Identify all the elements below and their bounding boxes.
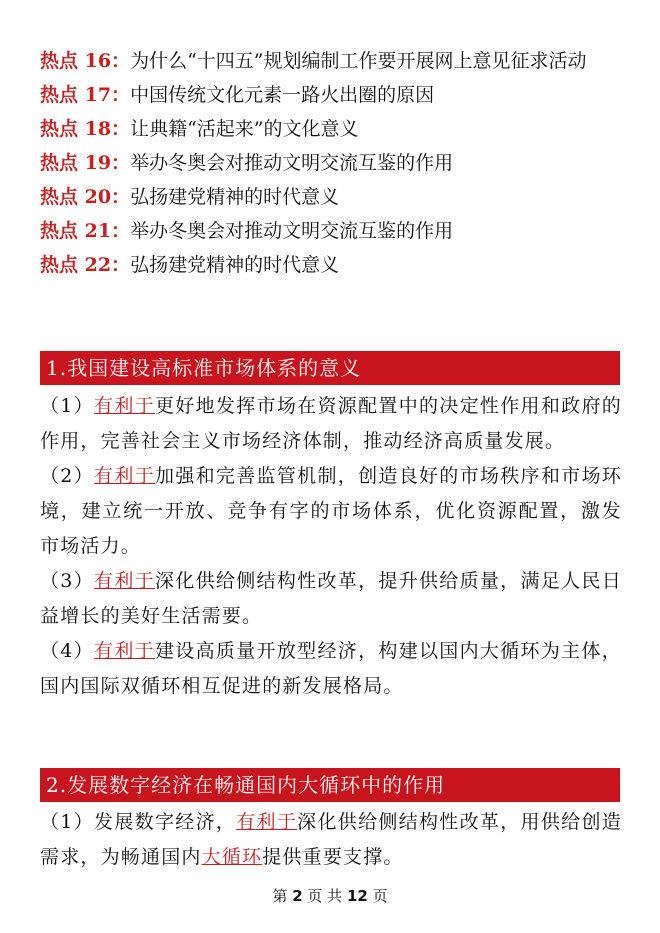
item-number: （2） [40, 465, 95, 487]
paragraph [40, 459, 622, 564]
hotspot-item [40, 44, 630, 78]
footer-text: 页 [367, 887, 388, 905]
hotspot-text: 弘扬建党精神的时代意义 [130, 186, 340, 208]
section-2-body [40, 805, 622, 875]
hotspot-text: 弘扬建党精神的时代意义 [130, 254, 340, 276]
hotspot-item [40, 214, 630, 248]
paragraph [40, 564, 622, 634]
hotspot-text: 让典籍“活起来”的文化意义 [130, 118, 359, 140]
item-number: （4） [40, 640, 95, 662]
hotspot-item [40, 146, 630, 180]
total-pages: 12 [346, 887, 368, 905]
page-footer [0, 885, 660, 906]
hotspot-tag: 热点 22： [40, 254, 131, 276]
hotspot-tag: 热点 16： [40, 50, 131, 72]
footer-text: 第 [272, 887, 293, 905]
hotspot-tag: 热点 17： [40, 84, 131, 106]
hotspot-tag: 热点 20： [40, 186, 131, 208]
paragraph-text: 建设高质量开放型经济，构建以国内大循环为主体，国内国际双循环相互促进的新发展格局。 [40, 640, 622, 697]
section-2-heading: 2.发展数字经济在畅通国内大循环中的作用 [40, 768, 620, 802]
paragraph-text: 加强和完善监管机制，创造良好的市场秩序和市场环境，建立统一开放、竞争有字的市场体系，优化资源配置，激发市场活力。 [40, 465, 622, 557]
hotspot-tag: 热点 21： [40, 220, 131, 242]
hotspot-item [40, 180, 630, 214]
highlight-phrase: 大循环 [201, 846, 263, 868]
hotspot-text: 为什么“十四五”规划编制工作要开展网上意见征求活动 [130, 50, 587, 72]
hotspot-item [40, 78, 630, 112]
hotspot-list [40, 44, 630, 282]
current-page-number: 2 [292, 887, 303, 905]
hotspot-tag: 热点 19： [40, 152, 131, 174]
paragraph-text: 发展数字经济， [94, 811, 237, 833]
hotspot-item [40, 248, 630, 282]
paragraph [40, 634, 622, 704]
hotspot-item [40, 112, 630, 146]
highlight-phrase: 有利于 [236, 811, 298, 833]
item-number: （1） [40, 811, 95, 833]
footer-text: 页 共 [302, 887, 347, 905]
paragraph-text: 更好地发挥市场在资源配置中的决定性作用和政府的作用，完善社会主义市场经济体制，推动经济高质量发展。 [40, 395, 622, 452]
paragraph [40, 389, 622, 459]
item-number: （3） [40, 570, 95, 592]
section-1-heading: 1.我国建设高标准市场体系的意义 [40, 351, 620, 385]
highlight-phrase: 有利于 [94, 570, 155, 592]
hotspot-text: 中国传统文化元素一路火出圈的原因 [130, 84, 435, 106]
paragraph-text: 深化供给侧结构性改革，用供给创造需求，为畅通国内 [40, 811, 622, 868]
highlight-phrase: 有利于 [94, 465, 155, 487]
section-1-body [40, 389, 622, 704]
hotspot-text: 举办冬奥会对推动文明交流互鉴的作用 [130, 220, 454, 242]
paragraph-text: 提供重要支撑。 [262, 846, 404, 868]
paragraph [40, 805, 622, 875]
paragraph-text: 深化供给侧结构性改革，提升供给质量，满足人民日益增长的美好生活需要。 [40, 570, 622, 627]
hotspot-text: 举办冬奥会对推动文明交流互鉴的作用 [130, 152, 454, 174]
item-number: （1） [40, 395, 95, 417]
highlight-phrase: 有利于 [94, 640, 155, 662]
highlight-phrase: 有利于 [94, 395, 155, 417]
hotspot-tag: 热点 18： [40, 118, 131, 140]
